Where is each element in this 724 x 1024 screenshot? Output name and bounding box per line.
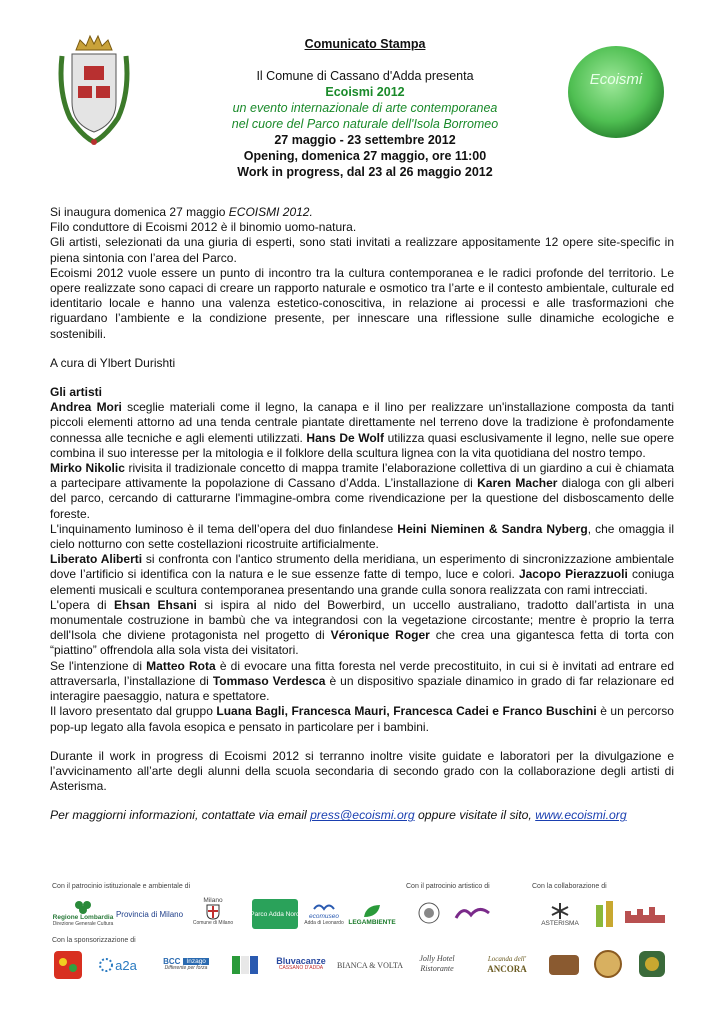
asterisma-name: ASTERISMA xyxy=(541,919,579,927)
jolly-hotel-logo xyxy=(406,947,468,981)
bluvacanze-name: Bluvacanze xyxy=(276,956,326,966)
artistic-patron-logo xyxy=(448,897,498,929)
website-link[interactable]: www.ecoismi.org xyxy=(535,808,627,823)
milano-label: Milano xyxy=(203,897,223,904)
intro-event: ECOISMI 2012. xyxy=(228,205,313,219)
artist-text: è di evocare una fitta foresta nel verde precostituito, in cui si è invitati ad entrare ed attraversarla, l’installazione di xyxy=(50,658,674,688)
artist-text: Se l'intenzione di xyxy=(50,658,147,673)
a2a-name: a2a xyxy=(115,957,137,973)
event-dates: 27 maggio - 23 settembre 2012 xyxy=(274,133,456,147)
leaf-icon xyxy=(362,903,382,919)
artist-name: Mirko Nikolic xyxy=(50,461,125,476)
artist-text: , che omaggia il cielo notturno con sette costellazioni ricostruite artificialmente. xyxy=(50,521,674,552)
artist-text: si confronta con l'antico strumento della meridiana, un esperimento di sincronizzazione ambientale dove l’artificio si identifica con la natura e le sue essenze fatte di tempo, luce e colori. xyxy=(50,552,674,582)
comune-milano-logo xyxy=(180,893,246,931)
seal-icon xyxy=(418,902,440,924)
bottles-logo xyxy=(592,895,618,931)
artist-name: Ehsan Ehsani xyxy=(114,597,197,612)
artist-name: Tommaso Verdesca xyxy=(212,673,326,688)
comune-name: Comune di Milano xyxy=(192,920,234,926)
bcc-name: BCC xyxy=(163,957,181,966)
artist-text: è un percorso pop-up legato alla favola esopica e pensato in particolare per i bambini. xyxy=(50,704,674,734)
press-header xyxy=(150,36,580,180)
sponsor-brown-logo xyxy=(546,949,582,981)
artist-name: Véronique Roger xyxy=(330,628,430,643)
closing-paragraph: Durante il work in progress di Ecoismi 2012 si terranno inoltre visite guidate e laboratori per la divulgazione e l’avvicinamento all’arte degli alunni della scuola secondaria di secondo grado con la collaborazione degli artisti di Asterisma. xyxy=(50,748,674,794)
ecomuseo-name: ecomuseo xyxy=(309,913,339,920)
artist-text: utilizza quasi esclusivamente il legno, nelle sue opere combina il suo interesse per la mitologia e il folklore della scultura lignea con la vita quotidiana del nostro tempo. xyxy=(50,430,675,460)
brushstroke-icon xyxy=(453,903,493,923)
email-link[interactable]: press@ecoismi.org xyxy=(310,808,415,823)
bluvacanze-sub: CASSANO D'ADDA xyxy=(278,965,324,971)
artist-name: Andrea Mori xyxy=(50,400,122,415)
sponsor-flag-logo xyxy=(228,949,262,981)
locanda-ancora-logo xyxy=(474,947,540,981)
locanda-name: Locanda dell' xyxy=(487,955,527,963)
artist-text: rivisita il tradizionale concetto di mappa tramite l’elaborazione collettiva di un giardino a cui è chiamata a partecipare attivamente la popolazione di Cassano d’Adda. L’installazione di xyxy=(50,461,674,491)
subtitle-1: un evento internazionale di arte contemporanea xyxy=(232,101,498,115)
artist-name: Karen Macher xyxy=(477,476,558,491)
contact-line xyxy=(50,808,674,823)
wave-icon xyxy=(313,901,335,913)
artist-text: L'inquinamento luminoso è il tema dell’opera del duo finlandese xyxy=(50,521,398,536)
rose-icon xyxy=(74,900,92,914)
circle-icon xyxy=(99,958,113,972)
artist-text: si ispira al nido del Bowerbird, un uccello australiano, tradotto dall’artista in una monumentale costruzione in bambù che va integrandosi con la vegetazione circostante; mentre è proprio la terra dell'Isola che diviene protagonista nel progetto di xyxy=(50,597,674,643)
jolly-sub: Ristorante xyxy=(420,964,454,973)
intro-paragraph: Ecoismi 2012 vuole essere un punto di incontro tra la cultura contemporanea e le radici profonde del territorio. Le opere realizzate sono capaci di creare un rapporto naturale e osmotico tra l’arte e il contesto ambientale, culturale ed identitario locale e hanno una valenza estetico-conoscitiva, in relazione ai processi e alle trasformazioni che riguardano l’ambiente e la condizione presente, per innescare una riflessione sulle dinamiche ecologiche e sostenibili. xyxy=(50,265,674,341)
artistic-patron-seal xyxy=(416,895,442,931)
contact-text: Per maggiorni informazioni, contattate via email xyxy=(50,808,311,823)
intro-line-3: Gli artisti, selezionati da una giuria di esperti, sono stati invitati a realizzare appositamente 12 opere site-specific in piena sintonia con l’area del Parco. xyxy=(50,235,674,265)
artist-paragraph-4 xyxy=(50,552,674,598)
artist-text: L'opera di xyxy=(50,597,115,612)
page-title: Comunicato Stampa xyxy=(304,37,426,51)
asterisk-icon xyxy=(550,902,570,920)
artists-heading: Gli artisti xyxy=(50,385,103,400)
badge-icon xyxy=(53,950,83,980)
legambiente-logo xyxy=(350,897,394,931)
parco-adda-nord-logo xyxy=(252,899,298,929)
seal-text: Ecoismi xyxy=(589,71,643,88)
artist-paragraph-5 xyxy=(50,598,674,659)
provincia-milano-logo xyxy=(115,897,184,931)
castle-logo xyxy=(622,901,668,927)
label-artistic: Con il patrocinio artistico di xyxy=(406,883,490,890)
bottle-icon xyxy=(594,897,616,929)
flag-icon xyxy=(230,954,260,976)
bcc-inzago-logo xyxy=(150,949,222,981)
artist-name: Luana Bagli, Francesca Mauri, Francesca Cadei e Franco Buschini xyxy=(216,704,597,719)
sponsor-round-logo xyxy=(590,947,626,981)
label-icon xyxy=(548,952,580,978)
regione-sub: Direzione Generale Cultura xyxy=(52,921,114,927)
logo-strip xyxy=(52,883,672,1013)
artist-text: coniuga elementi musicali e scultura contemporanea presentando una grande culla sonora realizzata con rami intrecciati. xyxy=(50,567,674,597)
artist-text: è un dispositivo spaziale dinamico in grado di far relazionare ed interagire paesaggio, natura e spettatore. xyxy=(50,673,674,704)
a2a-logo xyxy=(92,949,144,981)
artist-name: Liberato Aliberti xyxy=(50,552,143,567)
label-sponsor: Con la sponsorizzazione di xyxy=(52,937,136,944)
sponsor-red-logo xyxy=(52,949,84,981)
legambiente-name: LEGAMBIENTE xyxy=(348,918,396,926)
opening-line: Opening, domenica 27 maggio, ore 11:00 xyxy=(243,149,487,163)
intro-line-1 xyxy=(50,205,674,220)
regione-name: Regione Lombardia xyxy=(52,914,114,921)
coat-of-arms xyxy=(48,32,140,152)
event-name: Ecoismi 2012 xyxy=(325,85,405,99)
bianca-volta-logo xyxy=(336,949,404,981)
presenter-line: Il Comune di Cassano d'Adda presenta xyxy=(256,69,474,83)
artist-text: che crea una gigantesca fetta di torta con “piattino” offrendola alla sola vista dei visitatori. xyxy=(50,628,674,658)
press-body xyxy=(50,205,674,824)
ecomuseo-logo xyxy=(302,897,346,931)
curator-line: A cura di Ylbert Durishti xyxy=(50,355,176,370)
parco-name: Parco Adda Nord xyxy=(250,910,300,918)
regione-lombardia-logo xyxy=(52,897,114,931)
work-in-progress-line: Work in progress, dal 23 al 26 maggio 2012 xyxy=(237,165,493,179)
label-patronage: Con il patrocinio istituzionale e ambientale di xyxy=(52,883,191,890)
jolly-name: Jolly Hotel xyxy=(419,954,455,963)
artist-name: Matteo Rota xyxy=(146,658,216,673)
artist-text: Il lavoro presentato dal gruppo xyxy=(50,704,217,719)
artist-name: Heini Nieminen & Sandra Nyberg xyxy=(397,521,588,536)
emblem-icon xyxy=(637,949,667,979)
shield-icon xyxy=(206,904,220,920)
artist-name: Hans De Wolf xyxy=(306,430,385,445)
subtitle-2: nel cuore del Parco naturale dell'Isola Borromeo xyxy=(231,117,499,131)
bluvacanze-logo xyxy=(268,949,334,981)
artist-paragraph-6 xyxy=(50,659,674,705)
ecoismi-seal xyxy=(566,44,666,140)
artist-paragraph-7 xyxy=(50,704,674,734)
castle-icon xyxy=(623,903,667,925)
artist-paragraph-3 xyxy=(50,522,674,552)
bcc-branch: Inzago xyxy=(183,958,209,965)
artist-name: Jacopo Pierazzuoli xyxy=(518,567,628,582)
intro-text: Si inaugura domenica 27 maggio xyxy=(50,205,229,219)
medal-icon xyxy=(593,949,623,979)
sponsor-emblem-logo xyxy=(634,947,670,981)
bianca-name: BIANCA & VOLTA xyxy=(336,960,404,970)
intro-line-2: Filo conduttore di Ecoismi 2012 è il binomio uomo-natura. xyxy=(50,220,357,235)
locanda-sub: ANCORA xyxy=(487,964,527,974)
provincia-name: Provincia di Milano xyxy=(115,909,184,919)
contact-text: oppure visitate il sito, xyxy=(414,808,536,823)
label-collab: Con la collaborazione di xyxy=(532,883,607,890)
artist-text: dialoga con gli alberi del parco, cercando di catturarne l'immagine-ombra come rivendicazione per la questione del disboscamento delle foreste. xyxy=(50,476,674,521)
artist-text: sceglie materiali come il legno, la canapa e il lino per realizzare un'installazione composta da tanti piccoli elementi attorno ad una tenda centrale piantate direttamente nel terreno dove la tradizione è profondamente connessa alle tecniche e agli elementi utilizzati. xyxy=(50,400,675,445)
artist-paragraph-1 xyxy=(50,400,674,461)
ecomuseo-sub: Adda di Leonardo xyxy=(304,920,344,926)
asterisma-logo xyxy=(532,897,588,931)
bcc-tagline: Differente per forza xyxy=(164,965,208,971)
artist-paragraph-2 xyxy=(50,461,674,522)
